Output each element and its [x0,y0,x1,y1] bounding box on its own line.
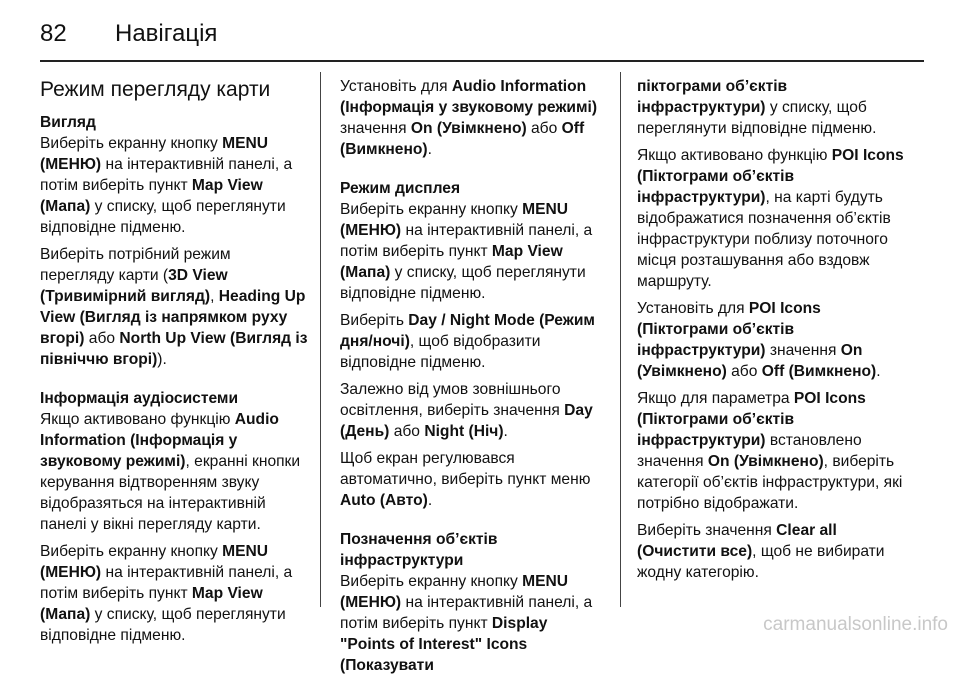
paragraph: Виберіть екранну кнопку MENU (МЕНЮ) на інтерактивній панелі, а потім виберіть пункт Display "Points of Interest" Icons (Показувати [340,573,593,674]
paragraph: піктограми об’єктів інфраструктури) у списку, щоб переглянути відповідне підменю. [637,78,877,137]
paragraph: Якщо активовано функцію Audio Information (Інформація у звуковому режимі), екранні кнопки керування відтворенням звуку відобразяться на інтерактивній панелі у вікні перегляду карти. [40,411,301,533]
paragraph: Залежно від умов зовнішнього освітлення, виберіть значення Day (День) або Night (Ніч). [340,381,593,440]
subheading-view: Вигляд [40,114,96,131]
page-title: Навігація [115,20,218,47]
paragraph: Виберіть екранну кнопку MENU (МЕНЮ) на інтерактивній панелі, а потім виберіть пункт Map View (Мапа) у списку, щоб переглянути відповідне підменю. [40,135,293,236]
section-title: Режим перегляду карти [40,78,271,101]
paragraph: Якщо активовано функцію POI Icons (Піктограми об’єктів інфраструктури), на карті будуть відображатися позначення об’єктів інфраструктури поблизу поточного місця розташування або вздовж маршруту. [637,147,904,290]
header-divider [40,60,924,62]
column-3 [637,76,915,589]
column-1 [40,76,308,652]
subheading-audio-info: Інформація аудіосистеми [40,390,239,407]
paragraph: Виберіть значення Clear all (Очистити все), щоб не вибирати жодну категорію. [637,522,885,581]
subheading-display-mode: Режим дисплея [340,180,461,197]
paragraph: Якщо для параметра POI Icons (Піктограми об’єктів інфраструктури) встановлено значення On (Увімкнено), виберіть категорії об’єктів інфраструктури, які потрібно відображати. [637,390,903,512]
paragraph: Щоб екран регулювався автоматично, виберіть пункт меню Auto (Авто). [340,450,591,509]
column-2 [340,76,606,682]
paragraph: Виберіть Day / Night Mode (Режим дня/ночі), щоб відобразити відповідне підменю. [340,312,595,371]
column-divider-2 [620,72,621,607]
paragraph: Виберіть екранну кнопку MENU (МЕНЮ) на інтерактивній панелі, а потім виберіть пункт Map View (Мапа) у списку, щоб переглянути відповідне підменю. [40,543,293,644]
page-header [40,14,217,54]
page-number: 82 [40,20,67,47]
paragraph: Виберіть екранну кнопку MENU (МЕНЮ) на інтерактивній панелі, а потім виберіть пункт Map View (Мапа) у списку, щоб переглянути відповідне підменю. [340,201,593,302]
watermark: carmanualsonline.info [763,614,948,635]
paragraph: Виберіть потрібний режим перегляду карти (3D View (Тривимірний вигляд), Heading Up View (Вигляд із напрямком руху вгорі) або North Up View (Вигляд із північчю вгорі)). [40,246,308,368]
paragraph: Установіть для Audio Information (Інформація у звуковому режимі) значення On (Увімкнено) або Off (Вимкнено). [340,78,598,158]
paragraph: Установіть для POI Icons (Піктограми об’єктів інфраструктури) значення On (Увімкнено) або Off (Вимкнено). [637,300,881,380]
column-divider-1 [320,72,321,607]
subheading-poi: Позначення об’єктів інфраструктури [340,531,498,569]
